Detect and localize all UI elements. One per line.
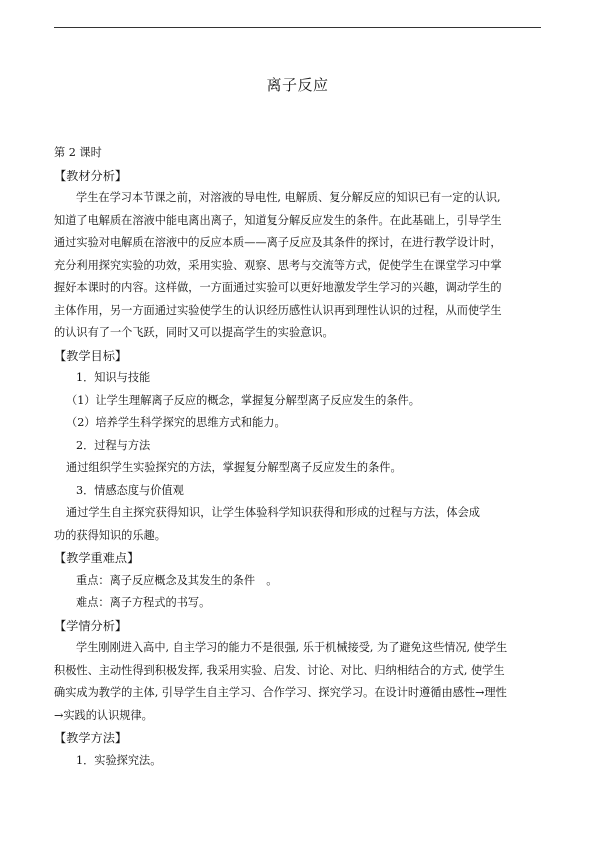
section-heading-methods: 【教学方法】 (54, 731, 128, 745)
paragraph-line: →实践的认识规律。 (54, 708, 153, 722)
paragraph-line: 主体作用，另一方面通过实验使学生的认识经历感性认识再到理性认识的过程，从而使学生 (54, 303, 502, 317)
section-heading-materials: 【教材分析】 (54, 168, 128, 183)
header-rule (54, 27, 541, 28)
goal-knowledge-item: （1）让学生理解离子反应的概念，掌握复分解型离子反应发生的条件。 (66, 393, 420, 407)
goal-process-label: 2．过程与方法 (76, 438, 151, 452)
key-point: 重点：离子反应概念及其发生的条件 。 (76, 573, 278, 587)
document-body (54, 142, 541, 772)
section-heading-keypoints: 【教学重难点】 (54, 551, 140, 565)
goal-emotion-item: 功的获得知识的乐趣。 (54, 528, 166, 542)
paragraph-line: 充分利用探究实验的功效，采用实验、观察、思考与交流等方式，促使学生在课堂学习中掌 (54, 258, 502, 272)
paragraph-line: 学生在学习本节课之前，对溶液的导电性, 电解质、复分解反应的知识已有一定的认识, (76, 191, 501, 204)
paragraph-line: 握好本课时的内容。这样做，一方面通过实验可以更好地激发学生学习的兴趣，调动学生的 (54, 281, 502, 294)
paragraph-line: 积极性、主动性得到积极发挥, 我采用实验、启发、讨论、对比、归纳相结合的方式, 使学生 (54, 663, 505, 677)
page-title: 离子反应 (266, 76, 329, 94)
goal-process-item: 通过组织学生实验探究的方法，掌握复分解型离子反应发生的条件。 (66, 461, 402, 474)
goal-knowledge-item: （2）培养学生科学探究的思维方式和能力。 (66, 416, 286, 429)
lesson-label: 第 2 课时 (54, 146, 102, 159)
difficult-point: 难点：离子方程式的书写。 (76, 596, 211, 609)
paragraph-line: 学生刚刚进入高中, 自主学习的能力不是很强, 乐于机械接受, 为了避免这些情况, 使学生 (76, 641, 508, 654)
goal-knowledge-label: 1．知识与技能 (76, 371, 151, 384)
paragraph-line: 知道了电解质在溶液中能电离出离子，知道复分解反应发生的条件。在此基础上，引导学生 (54, 213, 502, 227)
goal-emotion-item: 通过学生自主探究获得知识，让学生体验科学知识获得和形成的过程与方法，体会成 (66, 506, 480, 519)
goal-emotion-label: 3．情感态度与价值观 (76, 483, 184, 497)
section-heading-goals: 【教学目标】 (54, 348, 128, 363)
section-heading-students: 【学情分析】 (54, 618, 128, 633)
paragraph-line: 通过实验对电解质在溶液中的反应本质——离子反应及其条件的探讨，在进行教学设计时， (54, 236, 502, 249)
paragraph-line: 确实成为教学的主体, 引导学生自主学习、合作学习、探究学习。在设计时遵循由感性→理性 (54, 686, 507, 699)
paragraph-line: 的认识有了一个飞跃，同时又可以提高学生的实验意识。 (54, 326, 334, 339)
method-item: 1．实验探究法。 (76, 753, 162, 767)
